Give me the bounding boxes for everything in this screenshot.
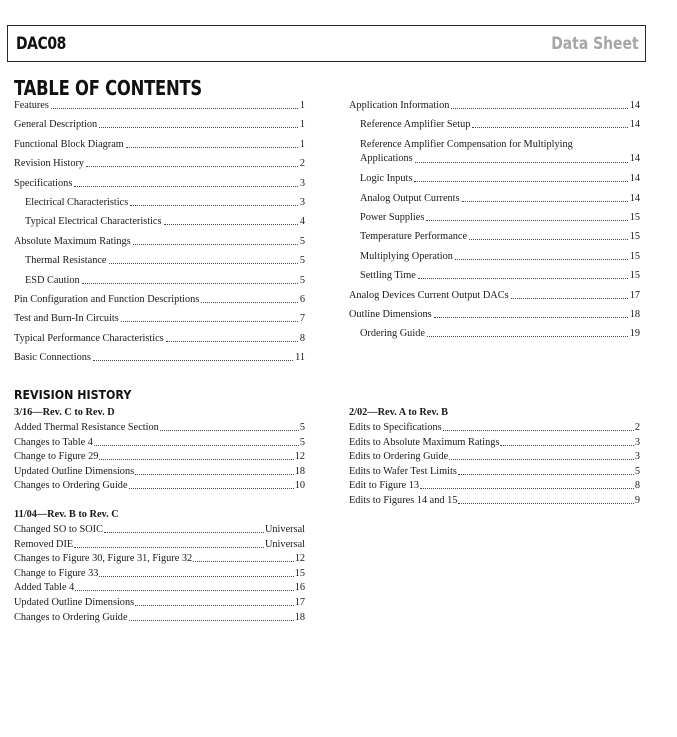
leader-dots	[82, 283, 298, 284]
toc-entry-label: ESD Caution	[25, 274, 80, 286]
leader-dots	[458, 474, 634, 475]
toc-entry-label: Power Supplies	[360, 211, 425, 223]
toc-entry-page: 1	[299, 119, 305, 131]
toc-right-column	[349, 99, 640, 347]
leader-dots	[472, 127, 627, 128]
toc-entry-label: Reference Amplifier Compensation for Multiplying	[360, 138, 573, 150]
leader-dots	[451, 108, 627, 109]
leader-dots	[458, 503, 633, 504]
toc-entry-page: 15	[629, 231, 640, 243]
revision-item-label: Changed SO to SOIC	[14, 524, 103, 535]
toc-entry[interactable]	[14, 293, 305, 306]
toc-entry-page: 14	[629, 192, 640, 204]
revision-item-label: Changes to Table 4	[14, 436, 93, 448]
toc-entry-label: Thermal Resistance	[25, 255, 107, 267]
toc-entry-page: 7	[299, 313, 305, 325]
toc-entry-page: 19	[629, 328, 640, 340]
toc-entry[interactable]	[349, 327, 640, 340]
revision-item	[14, 479, 305, 492]
toc-entry[interactable]	[14, 138, 305, 151]
toc-entry[interactable]	[14, 118, 305, 131]
toc-entry-page: 3	[299, 177, 305, 189]
toc-entry[interactable]	[14, 332, 305, 345]
leader-dots	[94, 445, 299, 446]
revision-item-page: 8	[634, 480, 640, 492]
leader-dots	[126, 147, 298, 148]
leader-dots	[99, 576, 293, 577]
leader-dots	[75, 590, 293, 591]
revision-heading: 11/04—Rev. B to Rev. C	[14, 509, 119, 520]
leader-dots	[86, 166, 298, 167]
leader-dots	[500, 445, 633, 446]
toc-entry-label: Features	[14, 100, 49, 111]
toc-entry-label: Absolute Maximum Ratings	[14, 235, 131, 247]
toc-entry[interactable]	[349, 250, 640, 263]
toc-entry-page: 2	[299, 158, 305, 170]
revision-item	[14, 450, 305, 463]
leader-dots	[420, 488, 634, 489]
toc-entry-label: Applications	[360, 152, 413, 164]
toc-entry[interactable]	[349, 192, 640, 205]
toc-entry-page: 11	[295, 352, 305, 364]
revision-item-page: 9	[634, 494, 640, 506]
revision-item-label: Added Table 4	[14, 582, 75, 594]
toc-entry-label: Temperature Performance	[360, 231, 468, 243]
toc-entry[interactable]	[349, 230, 640, 243]
toc-entry[interactable]	[349, 211, 640, 224]
revision-item	[349, 436, 640, 449]
toc-title: TABLE OF CONTENTS	[14, 76, 202, 100]
leader-dots	[135, 474, 294, 475]
toc-entry[interactable]	[349, 99, 640, 112]
revision-item-page: 3	[634, 451, 640, 463]
revision-item-label: Edits to Ordering Guide	[349, 451, 449, 463]
revision-item	[14, 552, 305, 565]
leader-dots	[462, 201, 628, 202]
toc-entry-page: 8	[299, 332, 305, 344]
toc-entry-page: 14	[629, 152, 640, 164]
leader-dots	[201, 302, 298, 303]
revision-history-title: REVISION HISTORY	[14, 388, 132, 402]
revision-item	[14, 465, 305, 478]
toc-left-column	[14, 99, 305, 370]
revision-heading: 3/16—Rev. C to Rev. D	[14, 407, 115, 418]
revision-item-page: 5	[634, 465, 640, 477]
revision-item	[14, 581, 305, 594]
document-type: Data Sheet	[551, 34, 639, 54]
leader-dots	[129, 488, 294, 489]
toc-entry-label: Ordering Guide	[360, 328, 425, 340]
revision-item-label: Changes to Ordering Guide	[14, 480, 128, 492]
leader-dots	[511, 298, 628, 299]
toc-entry-page: 14	[629, 173, 640, 185]
toc-entry-label: Multiplying Operation	[360, 250, 453, 262]
toc-entry-page: 18	[629, 308, 640, 320]
toc-entry[interactable]	[14, 196, 305, 209]
revision-item-page: 17	[294, 596, 305, 608]
revision-item-label: Change to Figure 33	[14, 567, 99, 579]
toc-entry[interactable]	[14, 157, 305, 170]
leader-dots	[121, 321, 298, 322]
leader-dots	[160, 430, 299, 431]
toc-entry-label: Reference Amplifier Setup	[360, 119, 471, 131]
page-header	[7, 25, 646, 62]
revision-item	[349, 494, 640, 507]
leader-dots	[135, 605, 294, 606]
revision-item-label: Edits to Absolute Maximum Ratings	[349, 436, 500, 448]
revision-item-label: Changes to Ordering Guide	[14, 611, 128, 623]
revision-item-label: Edit to Figure 13	[349, 480, 420, 492]
leader-dots	[455, 259, 628, 260]
leader-dots	[415, 162, 628, 163]
toc-entry-page: 15	[629, 270, 640, 282]
revision-item	[14, 421, 305, 434]
toc-entry[interactable]	[14, 177, 305, 190]
leader-dots	[51, 108, 298, 109]
revision-item-label: Removed DIE	[14, 538, 74, 550]
leader-dots	[427, 336, 628, 337]
revision-item-label: Added Thermal Resistance Section	[14, 422, 159, 433]
toc-entry-label: Analog Devices Current Output DACs	[349, 289, 509, 301]
toc-entry[interactable]	[14, 351, 305, 364]
toc-entry[interactable]	[14, 312, 305, 325]
leader-dots	[426, 220, 627, 221]
leader-dots	[99, 127, 298, 128]
toc-entry[interactable]	[349, 269, 640, 282]
toc-entry-label: Application Information	[349, 100, 450, 111]
toc-entry[interactable]	[14, 99, 305, 112]
leader-dots	[133, 244, 298, 245]
leader-dots	[166, 341, 298, 342]
revision-item	[14, 538, 305, 551]
toc-entry[interactable]	[349, 138, 640, 166]
revision-item	[14, 436, 305, 449]
toc-entry-label: Analog Output Currents	[360, 192, 460, 204]
revision-item-label: Changes to Figure 30, Figure 31, Figure 32	[14, 553, 193, 565]
leader-dots	[104, 532, 264, 533]
revision-item-page: 12	[294, 553, 305, 565]
toc-entry[interactable]	[14, 215, 305, 228]
revision-item-page: 16	[294, 582, 305, 594]
revision-item-page: 12	[294, 451, 305, 463]
revision-item-page: 18	[294, 465, 305, 477]
toc-entry-page: 5	[299, 255, 305, 267]
revision-item-page: 15	[294, 567, 305, 579]
revision-item-label: Edits to Specifications	[349, 422, 442, 433]
toc-entry-label: Outline Dimensions	[349, 308, 432, 320]
toc-entry[interactable]	[349, 308, 640, 321]
revision-item-page: 5	[299, 436, 305, 448]
revision-item-page: Universal	[264, 538, 305, 550]
revision-item	[349, 450, 640, 463]
revision-item-page: 2	[634, 422, 640, 433]
toc-entry-label: Revision History	[14, 158, 85, 170]
revision-item	[14, 611, 305, 624]
leader-dots	[129, 620, 294, 621]
toc-entry-label: Settling Time	[360, 270, 416, 282]
leader-dots	[414, 181, 627, 182]
leader-dots	[434, 317, 628, 318]
toc-entry-label: Typical Electrical Characteristics	[25, 216, 162, 228]
toc-entry-label: Electrical Characteristics	[25, 196, 129, 208]
toc-entry-label: Typical Performance Characteristics	[14, 332, 164, 344]
toc-entry[interactable]	[14, 235, 305, 248]
leader-dots	[74, 186, 298, 187]
toc-entry[interactable]	[349, 118, 640, 131]
leader-dots	[109, 263, 298, 264]
toc-entry-label: Specifications	[14, 177, 73, 189]
revision-item-page: 10	[294, 480, 305, 492]
toc-entry[interactable]	[349, 289, 640, 302]
toc-entry-label: Test and Burn-In Circuits	[14, 313, 119, 325]
leader-dots	[99, 459, 293, 460]
toc-entry-page: 1	[299, 138, 305, 150]
toc-entry[interactable]	[14, 254, 305, 267]
leader-dots	[74, 547, 264, 548]
toc-entry-label: Functional Block Diagram	[14, 138, 124, 150]
revision-item	[349, 465, 640, 478]
revision-item	[349, 421, 640, 434]
revision-item	[14, 567, 305, 580]
toc-entry-page: 5	[299, 274, 305, 286]
revision-block	[349, 406, 640, 509]
revision-item-page: 18	[294, 611, 305, 623]
revision-item-page: 5	[299, 422, 305, 433]
leader-dots	[443, 430, 634, 431]
toc-entry-page: 15	[629, 211, 640, 223]
toc-entry[interactable]	[349, 172, 640, 185]
leader-dots	[469, 239, 628, 240]
toc-entry-page: 3	[299, 196, 305, 208]
toc-entry-page: 5	[299, 235, 305, 247]
revision-heading: 2/02—Rev. A to Rev. B	[349, 407, 448, 418]
leader-dots	[418, 278, 628, 279]
toc-entry-label: Basic Connections	[14, 352, 91, 364]
leader-dots	[164, 224, 298, 225]
revision-block	[14, 508, 305, 625]
revision-item	[14, 523, 305, 536]
toc-entry-page: 14	[629, 100, 640, 111]
toc-entry-label: Pin Configuration and Function Descriptions	[14, 293, 200, 305]
revision-item-label: Edits to Figures 14 and 15	[349, 494, 458, 506]
revision-item-label: Change to Figure 29	[14, 451, 99, 463]
toc-entry-page: 1	[299, 100, 305, 111]
revision-item-label: Updated Outline Dimensions	[14, 465, 135, 477]
revision-item-label: Edits to Wafer Test Limits	[349, 465, 457, 477]
toc-entry-page: 4	[299, 216, 305, 228]
toc-entry-page: 17	[629, 289, 640, 301]
leader-dots	[130, 205, 298, 206]
revision-item-page: Universal	[264, 524, 305, 535]
toc-entry-page: 14	[629, 119, 640, 131]
toc-entry[interactable]	[14, 274, 305, 287]
toc-entry-label: General Description	[14, 119, 98, 131]
revision-item	[14, 596, 305, 609]
revision-item-page: 3	[634, 436, 640, 448]
document-id: DAC08	[16, 34, 66, 54]
toc-entry-label: Logic Inputs	[360, 173, 413, 185]
leader-dots	[449, 459, 634, 460]
toc-entry-page: 6	[299, 293, 305, 305]
toc-entry-page: 15	[629, 250, 640, 262]
revision-block	[14, 406, 305, 494]
revision-item	[349, 479, 640, 492]
revision-item-label: Updated Outline Dimensions	[14, 596, 135, 608]
leader-dots	[193, 561, 294, 562]
leader-dots	[93, 360, 293, 361]
